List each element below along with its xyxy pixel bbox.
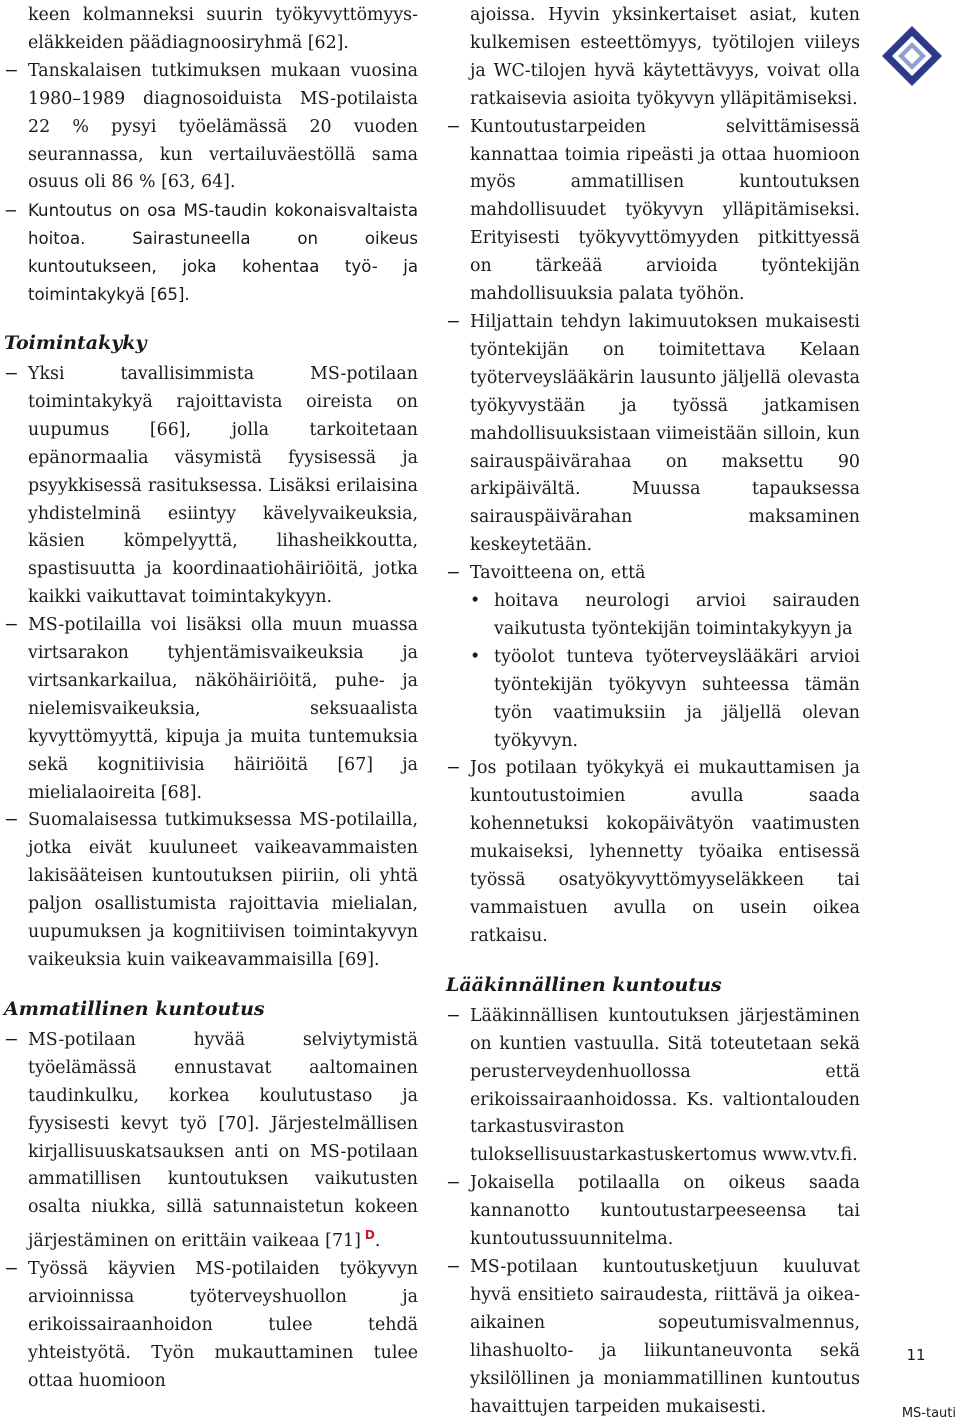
logo-diamond-icon — [880, 24, 944, 88]
list-item: − MS-potilaan hyvää selviytymistä työelämässä ennustavat aaltomainen taudinkulku, korkea koulutustaso ja fyysisesti kevyt työ [70]. Järjestelmällisen kirjallisuuskatsauksen anti on MS-potilaan ammatillisen kuntoutuksen vaikutusten osalta niukka, sillä satunnaistetun kokeen järjestäminen on erittäin vaikeaa [71] $^D$. — [4, 1027, 418, 1256]
section-heading-laakinnallinen-kuntoutus: Lääkinnällinen kuntoutus — [446, 973, 722, 996]
list-item-text: MS-potilaan hyvää selviytymistä työelämässä ennustavat aaltomainen taudinkulku, korkea koulutustaso ja fyysisesti kevyt työ [70]. Järjestelmällisen kirjallisuuskatsauksen anti on MS-potilaan ammatillisen kuntoutuksen vaikutusten osalta niukka, sillä satunnaistetun kokeen järjestäminen on erittäin vaikeaa [71] — [28, 1029, 418, 1252]
list-item: − Kuntoutus on osa MS-taudin kokonaisvaltaista hoitoa. Sairastuneella on oikeus kuntoutukseen, joka kohentaa työ- ja toimintakykyä [65]. — [4, 197, 418, 309]
section-heading-ammatillinen-kuntoutus: Ammatillinen kuntoutus — [4, 997, 265, 1020]
list-item: − Jokaisella potilaalla on oikeus saada kannanotto kuntoutustarpeeseensa tai kuntoutussuunnitelma. — [446, 1170, 860, 1254]
footer-label: MS-tauti — [901, 1406, 956, 1421]
list-item: − MS-potilailla voi lisäksi olla muun muassa virtsarakon tyhjentämisvaikeuksia ja virtsankarkailua, näköhäiriöitä, puhe- ja nielemisvaikeuksia, seksuaalista kyvyttömyyttä, kipuja ja muita tuntemuksia sekä kognitiivisia häiriöitä [67] ja mielialaoireita [68]. — [4, 612, 418, 807]
continued-paragraph: keen kolmanneksi suurin työkyvyttömyyseläkkeiden päädiagnoosiryhmä [62]. — [28, 5, 418, 53]
section-heading-toimintakyky: Toimintakyky — [4, 331, 147, 354]
list-item: − Kuntoutustarpeiden selvittämisessä kannattaa toimia ripeästi ja ottaa huomioon myös ammatillisen kuntoutuksen mahdollisuudet työkyvyn ylläpitämiseksi. Erityisesti työkyvyttömyyden pitkittyessä on tärkeää arvioida työntekijän mahdollisuuksia palata työhön. — [446, 114, 860, 309]
list-item-text: − Tavoitteena on, että — [470, 563, 646, 584]
list-item: − Yksi tavallisimmista MS-potilaan toimintakykyä rajoittavista oireista on uupumus [66], jolla tarkoitetaan epänormaalia väsymistä fyysisessä ja psyykkisessä rasituksessa. Lisäksi erilaisina yhdistelminä esiintyy kävelyvaikeuksia, käsien kömpelyyttä, lihasheikkoutta, spastisuutta ja koordinaatiohäiriöitä, jotka kaikki vaikuttavat toimintakykyyn. — [4, 361, 418, 612]
goal-bullet-list — [470, 588, 860, 755]
list-item: − Työssä käyvien MS-potilaiden työkyvyn arvioinnissa työterveyshuollon ja erikoissairaanhoidon tulee tehdä yhteistyötä. Työn mukauttaminen tulee ottaa huomioon — [4, 1256, 418, 1396]
list-item: − Tanskalaisen tutkimuksen mukaan vuosina 1980–1989 diagnosoiduista MS-potilaista 22 % pysyi työelämässä 20 vuoden seurannassa, kun vertailuväestöllä sama osuus oli 86 % [63, 64]. — [4, 58, 418, 198]
list-item: − Jos potilaan työkykyä ei mukauttamisen ja kuntoutustoimien avulla saada kohennetuksi kokopäivätyön vaatimusten mukaiseksi, lyhennetty työaika entisessä työssä osatyökyvyttömyyseläkkeen tai vammaistuen avulla on usein oikea ratkaisu. — [446, 755, 860, 950]
list-item: − Hiljattain tehdyn lakimuutoksen mukaisesti työntekijän on toimitettava Kelaan työterveyslääkärin lausunto jäljellä olevasta työkyvystään ja työssä jatkamisen mahdollisuuksistaan viimeistään silloin, kun sairauspäivärahaa on maksettu 90 arkipäivältä. Muussa tapauksessa sairauspäivärahan maksaminen keskeytetään. — [446, 309, 860, 560]
continued-paragraph: ajoissa. Hyvin yksinkertaiset asiat, kuten kulkemisen esteettömyys, työtilojen viileys ja WC-tilojen hyvä käytettävyys, voivat olla ratkaisevia asioita työkyvyn ylläpitämiseksi. — [470, 5, 860, 109]
list-item: − MS-potilaan kuntoutusketjuun kuuluvat hyvä ensitieto sairaudesta, riittävä ja oikea-aikainen sopeutumisvalmennus, lihashuolto- ja liikuntaneuvonta sekä yksilöllinen ja moniammatillinen kuntoutus havaittujen tarpeiden mukaisesti. — [446, 1254, 860, 1421]
bullet-item: • hoitava neurologi arvioi sairauden vaikutusta työntekijän toimintakykyyn ja — [470, 588, 860, 644]
evidence-level-badge: D — [364, 1228, 375, 1243]
list-item: − Lääkinnällisen kuntoutuksen järjestäminen on kuntien vastuulla. Sitä toteutetaan sekä perusterveydenhuollossa että erikoissairaanhoidossa. Ks. valtiontalouden tarkastusviraston tuloksellisuustarkastuskertomus www.vtv.fi. — [446, 1003, 860, 1170]
list-item — [446, 560, 860, 755]
left-column — [4, 2, 418, 1395]
list-item: − Suomalaisessa tutkimuksessa MS-potilailla, jotka eivät kuuluneet vaikeavammaisten lakisääteisen kuntoutuksen piiriin, oli yhtä paljon osallistumista rajoittavia mielialan, uupumuksen ja kognitiivisen toimintakyvyn vaikeuksia kuin vaikeavammaisilla [69]. — [4, 807, 418, 974]
right-column — [446, 2, 860, 1421]
page-number: 11 — [906, 1346, 926, 1364]
bullet-item: • työolot tunteva työterveyslääkäri arvioi työntekijän työkyvyn suhteessa tämän työn vaatimuksiin ja jäljellä olevan työkyvyn. — [470, 644, 860, 756]
